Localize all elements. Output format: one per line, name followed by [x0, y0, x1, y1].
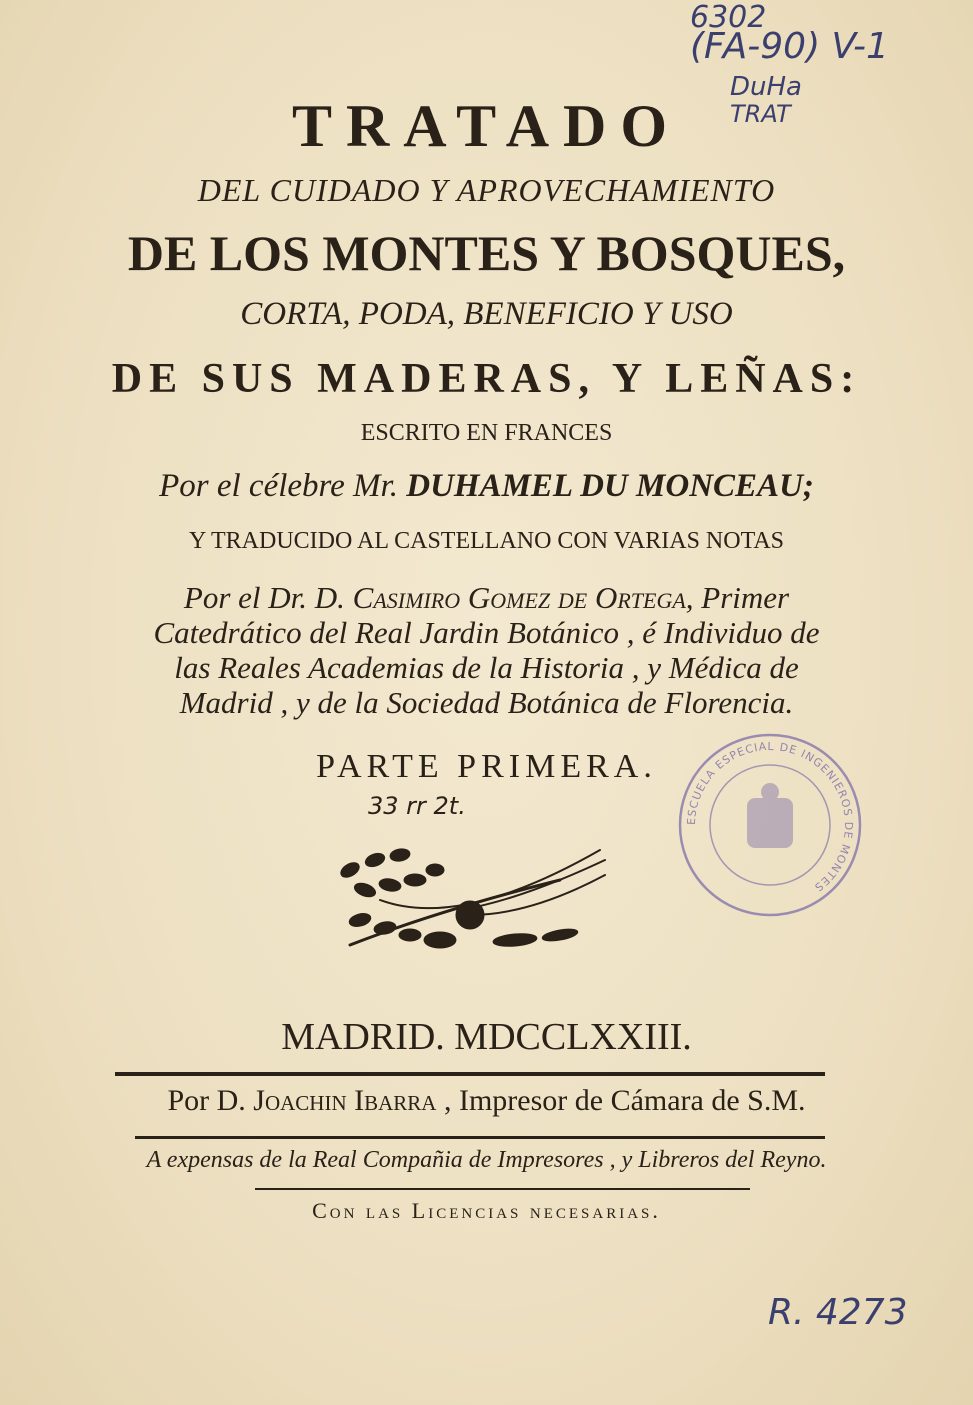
divider-rule-2 [135, 1136, 825, 1139]
license-line: Con las Licencias necesarias. [312, 1198, 661, 1223]
title-line-5: DE SUS MADERAS, Y LEÑAS: [111, 356, 862, 402]
printer-line [0, 1084, 973, 1118]
printer-suffix: , Impresor de Cámara de S.M. [443, 1084, 806, 1117]
translator-line-1 [0, 580, 973, 616]
imprint-place-date: MADRID. MDCCLXXIII. [281, 1016, 692, 1058]
ornament-vignette [320, 840, 620, 965]
handwritten-ref-top: 6302 [690, 0, 767, 35]
divider-rule-3 [255, 1188, 750, 1190]
translator-suffix: , Primer [685, 580, 790, 615]
stamp-text: ESCUELA ESPECIAL DE INGENIEROS DE MONTES [684, 739, 856, 895]
stamp-seal-icon [675, 730, 865, 920]
translator-line-4: Madrid , y de la Sociedad Botánica de Florencia. [179, 685, 794, 720]
author-prefix: Por el célebre Mr. [159, 468, 398, 504]
title-line-4: CORTA, PODA, BENEFICIO Y USO [240, 296, 733, 332]
title-line-3: DE LOS MONTES Y BOSQUES, [127, 225, 846, 281]
printer-name: Joachin Ibarra [253, 1084, 437, 1117]
translator-name: Casimiro Gomez de Ortega [352, 580, 686, 615]
author-name: DUHAMEL DU MONCEAU; [406, 468, 814, 504]
expense-line: A expensas de la Real Compañia de Impresores , y Libreros del Reyno. [146, 1147, 827, 1173]
title-line-2: DEL CUIDADO Y APROVECHAMIENTO [197, 172, 776, 208]
library-stamp [675, 730, 865, 920]
part-heading: PARTE PRIMERA. [316, 748, 657, 785]
title-main: TRATADO [291, 93, 682, 159]
laurel-ornament-icon [320, 840, 620, 965]
translator-line-3: las Reales Academias de la Historia , y Médica de [174, 650, 799, 685]
translator-line-2: Catedrático del Real Jardin Botánico , é Individuo de [153, 615, 820, 650]
handwritten-ref-code: (FA-90) V-1 [690, 26, 889, 67]
written-in-french: ESCRITO EN FRANCES [360, 420, 613, 446]
handwritten-vol-note: 33 rr 2t. [368, 792, 466, 820]
author-line [0, 468, 973, 505]
translator-prefix: Por el Dr. D. [183, 580, 345, 615]
handwritten-shelfmark: R. 4273 [768, 1292, 908, 1333]
handwritten-title-code: TRAT [730, 100, 791, 128]
printer-prefix: Por D. [167, 1084, 246, 1117]
divider-rule-1 [115, 1072, 825, 1076]
translated-line: Y TRADUCIDO AL CASTELLANO CON VARIAS NOTAS [188, 528, 784, 554]
handwritten-author-code: DuHa [730, 72, 802, 102]
